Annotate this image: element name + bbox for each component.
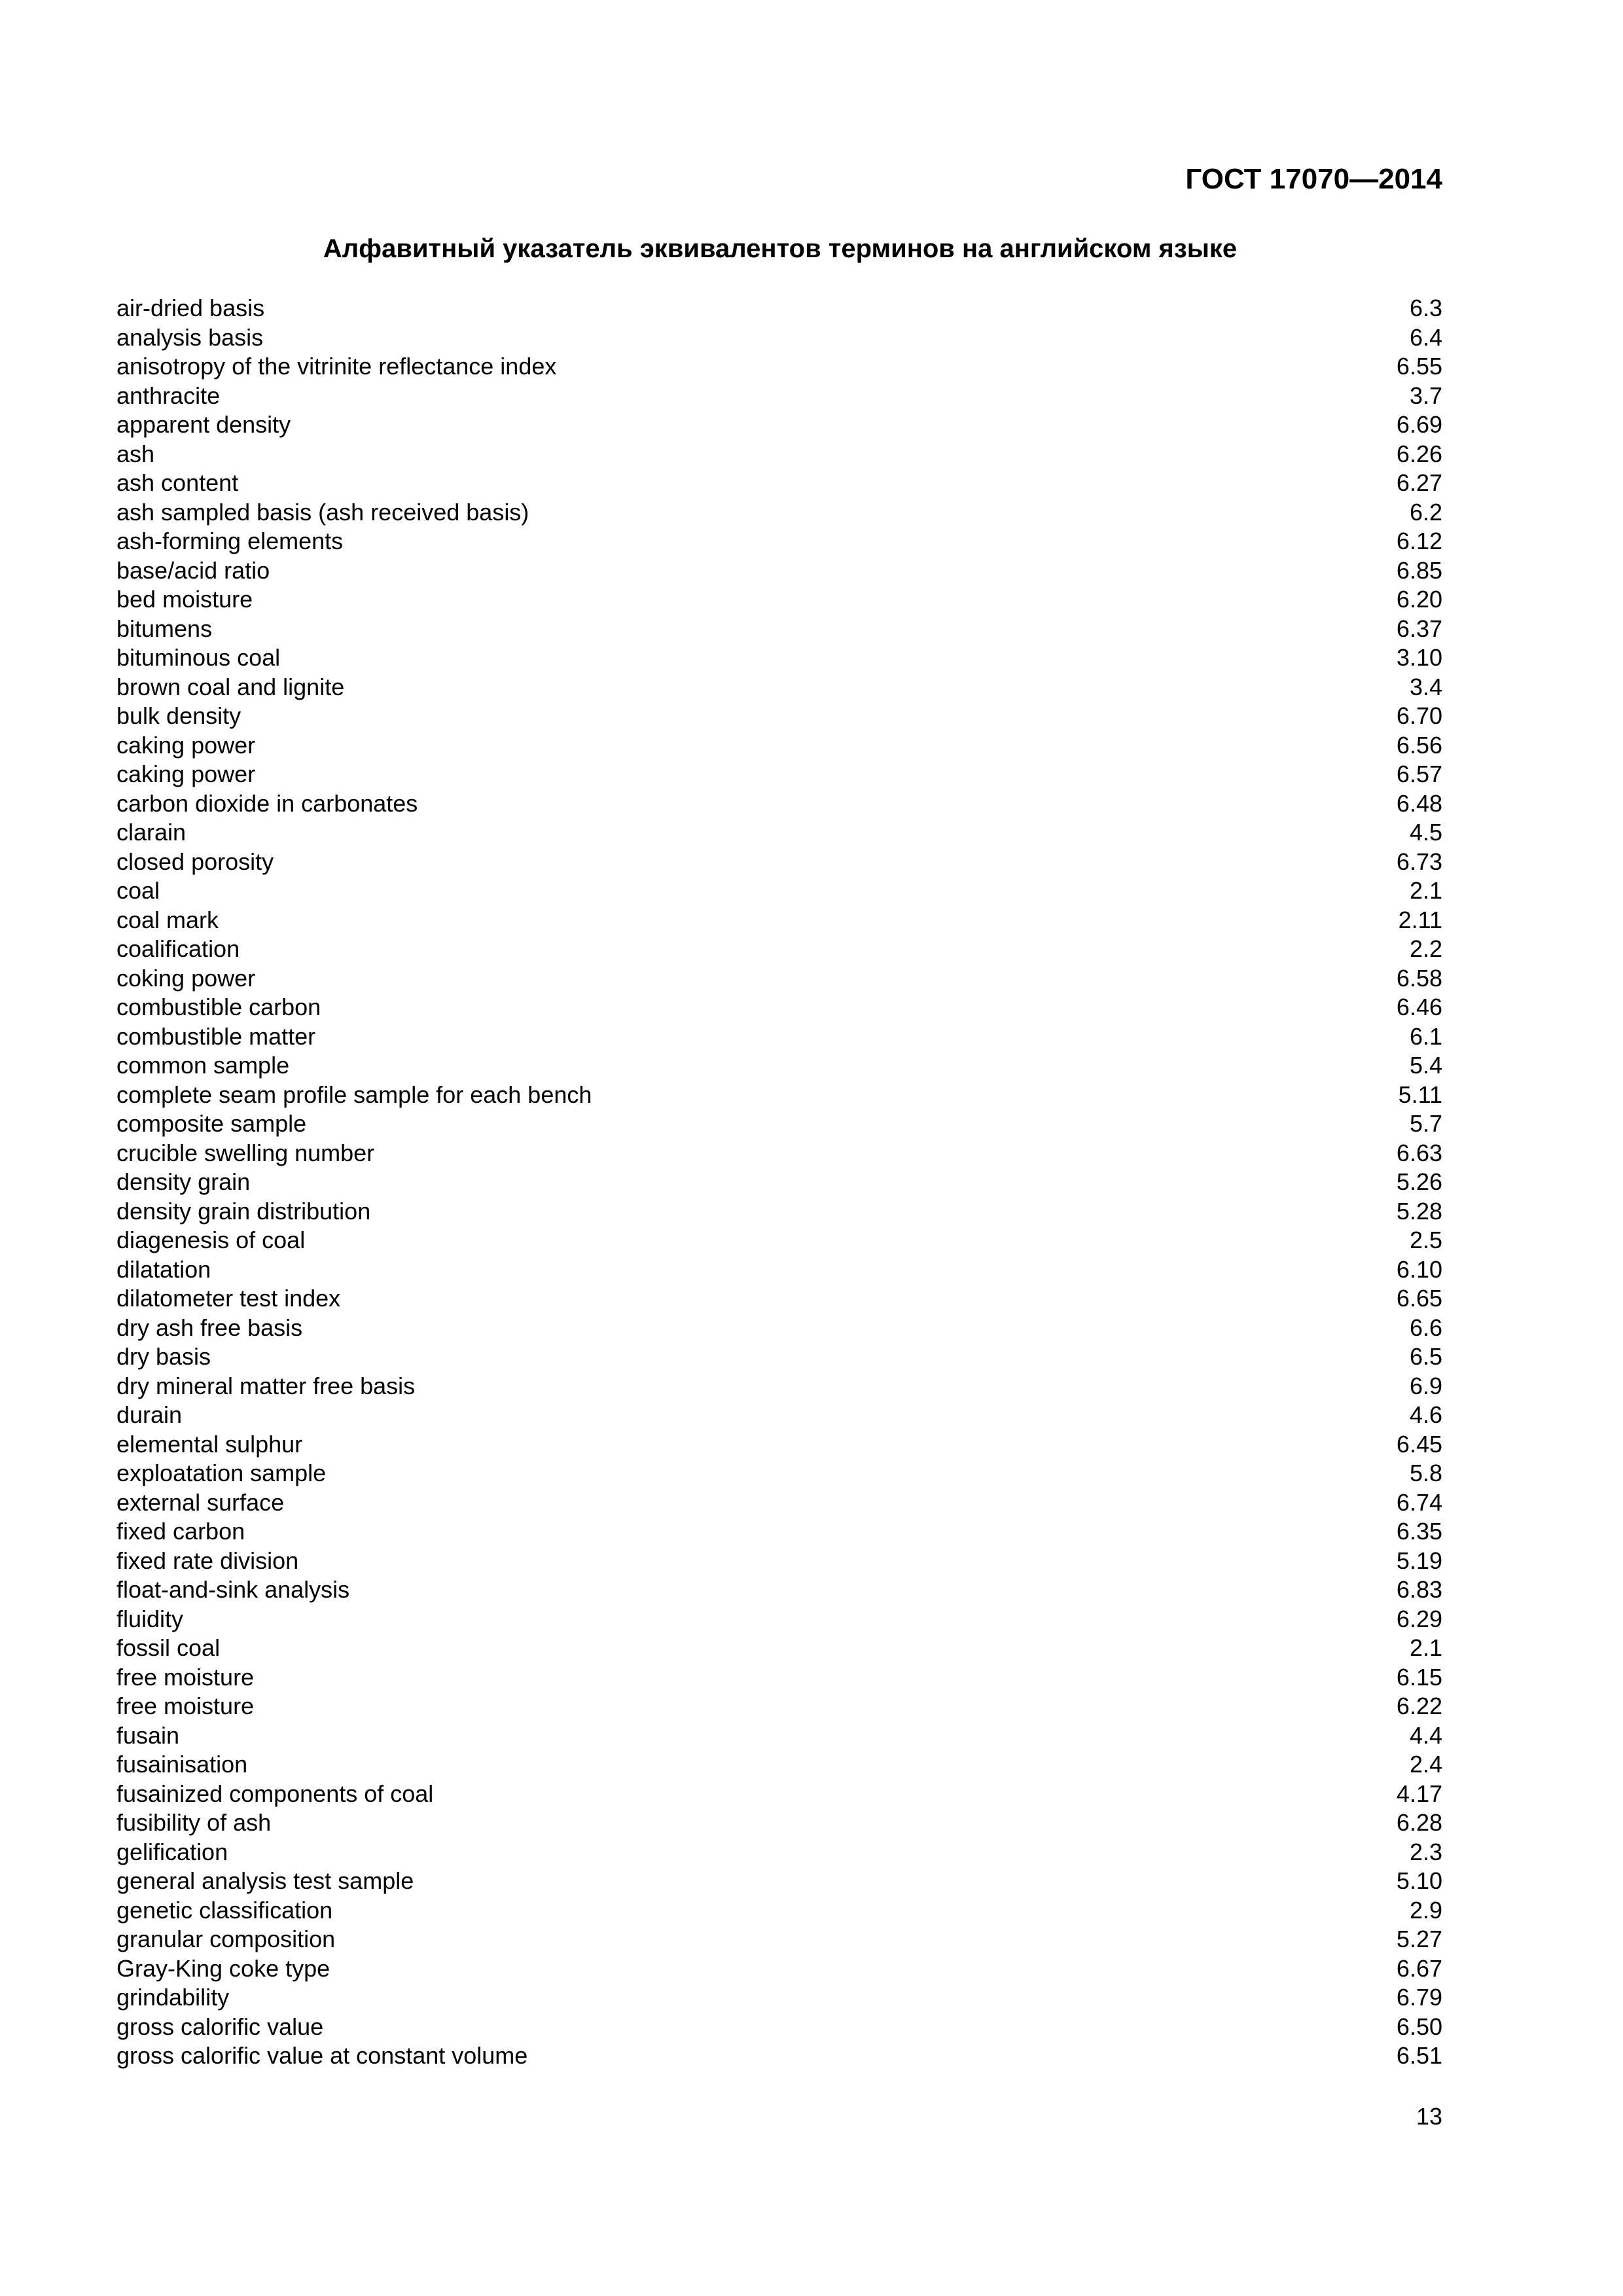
index-entry [116,294,1442,323]
index-entry [116,1226,1442,1255]
index-entry [116,1342,1442,1372]
index-term: anthracite [116,382,221,409]
index-term: coking power [116,964,256,992]
index-entry [116,1139,1442,1168]
index-term-reference: 6.74 [1396,1488,1442,1516]
index-entry [116,2041,1442,2071]
index-entry [116,906,1442,935]
index-term-reference: 5.10 [1396,1867,1442,1894]
index-term-reference: 3.4 [1409,673,1442,700]
index-entry [116,1517,1442,1547]
index-term-reference: 6.63 [1396,1139,1442,1166]
index-term-reference: 2.11 [1398,906,1442,933]
index-term-reference: 6.46 [1396,994,1442,1020]
index-term-reference: 6.4 [1409,323,1442,351]
index-term: fusainisation [116,1751,248,1778]
index-term: gross calorific value [116,2013,324,2040]
index-term-reference: 6.27 [1396,469,1442,496]
index-term: air-dried basis [116,295,265,321]
index-term: dilatation [116,1255,211,1283]
index-term-reference: 6.12 [1396,528,1442,554]
index-term-reference: 6.29 [1396,1605,1442,1632]
index-term: ash sampled basis (ash received basis) [116,498,529,526]
index-entry [116,1808,1442,1838]
index-term: fixed rate division [116,1547,299,1574]
index-entry [116,1605,1442,1634]
index-entry [116,1255,1442,1285]
index-term: ash content [116,469,239,496]
index-term: coalification [116,935,240,962]
index-term-reference: 6.15 [1396,1663,1442,1691]
index-entry [116,1081,1442,1110]
index-term-reference: 5.8 [1409,1460,1442,1486]
index-entry [116,1109,1442,1139]
index-term: grindability [116,1984,230,2011]
index-entry [116,1459,1442,1488]
index-entry [116,323,1442,353]
index-term-reference: 6.28 [1396,1809,1442,1836]
index-entry [116,1051,1442,1081]
index-entry [116,964,1442,994]
index-term: float-and-sink analysis [116,1576,350,1603]
index-entry [116,935,1442,964]
index-term-reference: 6.5 [1409,1343,1442,1370]
index-term-reference: 6.10 [1396,1255,1442,1283]
index-entry [116,1780,1442,1809]
index-term: fusain [116,1721,180,1749]
index-term-reference: 6.35 [1396,1518,1442,1545]
index-term-reference: 5.7 [1409,1110,1442,1137]
index-term-reference: 6.45 [1396,1430,1442,1458]
index-term: general analysis test sample [116,1867,414,1894]
index-term: apparent density [116,411,291,438]
index-term-reference: 6.1 [1409,1022,1442,1050]
index-term: external surface [116,1488,285,1516]
index-entry [116,1954,1442,1984]
index-term-reference: 6.70 [1396,702,1442,729]
index-entry [116,1692,1442,1721]
index-term-reference: 3.7 [1409,382,1442,409]
index-term-reference: 6.37 [1396,615,1442,642]
index-term: genetic classification [116,1896,333,1924]
index-term: Gray-King coke type [116,1954,330,1982]
index-term: combustible carbon [116,994,321,1020]
index-entry [116,993,1442,1022]
index-term-reference: 6.69 [1396,411,1442,438]
index-term-reference: 2.3 [1409,1838,1442,1865]
page-number: 13 [1416,2103,1442,2130]
index-term-reference: 5.28 [1396,1197,1442,1225]
index-entry [116,1284,1442,1314]
index-term: durain [116,1401,183,1428]
index-term-reference: 5.19 [1396,1547,1442,1574]
index-term-reference: 6.22 [1396,1693,1442,1719]
document-code: ГОСТ 17070—2014 [1185,163,1442,195]
index-entry [116,1896,1442,1926]
index-entry [116,410,1442,440]
index-term: dilatometer test index [116,1285,341,1312]
index-term-reference: 6.83 [1396,1576,1442,1603]
index-term: fusainized components of coal [116,1780,434,1807]
index-term: coal mark [116,906,219,933]
index-term: analysis basis [116,323,264,351]
index-entry [116,1925,1442,1954]
index-term-reference: 6.79 [1396,1984,1442,2011]
index-term-reference: 6.58 [1396,964,1442,992]
index-entry [116,2013,1442,2042]
index-term-reference: 6.9 [1409,1372,1442,1399]
index-entry [116,1575,1442,1605]
index-term: composite sample [116,1110,307,1137]
index-entry [116,1721,1442,1751]
index-term: caking power [116,731,256,759]
index-term: gross calorific value at constant volume [116,2042,528,2069]
index-term-reference: 2.1 [1409,1634,1442,1661]
index-term: dry ash free basis [116,1314,303,1341]
index-term: common sample [116,1052,290,1079]
index-entry [116,643,1442,673]
index-term-reference: 5.11 [1398,1081,1442,1108]
index-term-reference: 6.56 [1396,731,1442,759]
index-term: fossil coal [116,1634,221,1661]
index-term-reference: 6.55 [1396,353,1442,380]
index-entry [116,585,1442,615]
index-term: exploatation sample [116,1460,327,1486]
index-entry [116,848,1442,877]
index-entry [116,556,1442,586]
index-entry [116,527,1442,556]
index-term: fixed carbon [116,1518,245,1545]
index-term-reference: 5.26 [1396,1168,1442,1195]
index-term: base/acid ratio [116,556,270,584]
index-term-reference: 6.2 [1409,498,1442,526]
index-term-reference: 4.17 [1396,1780,1442,1807]
index-entry [116,352,1442,382]
index-term-reference: 4.5 [1409,819,1442,846]
index-term-reference: 6.3 [1409,295,1442,321]
index-entry [116,615,1442,644]
index-term-reference: 6.65 [1396,1285,1442,1312]
index-term-reference: 6.6 [1409,1314,1442,1341]
index-entry [116,1372,1442,1401]
index-term: complete seam profile sample for each bench [116,1081,592,1108]
index-entry [116,876,1442,906]
index-term: free moisture [116,1693,255,1719]
index-entry [116,1547,1442,1576]
index-term-reference: 5.4 [1409,1052,1442,1079]
index-term: crucible swelling number [116,1139,375,1166]
index-entry [116,382,1442,411]
index-term: combustible matter [116,1022,316,1050]
index-title: Алфавитный указатель эквивалентов терминов на английском языке [323,234,1238,263]
index-term-reference: 6.67 [1396,1954,1442,1982]
index-entry [116,498,1442,528]
index-term: elemental sulphur [116,1430,303,1458]
index-term: closed porosity [116,848,274,875]
index-term: dry basis [116,1343,211,1370]
index-term: fluidity [116,1605,184,1632]
index-entry [116,1430,1442,1460]
index-entry [116,1168,1442,1197]
index-term: bed moisture [116,586,253,613]
index-term-reference: 6.85 [1396,556,1442,584]
term-index-list [116,294,1442,2071]
index-term: density grain distribution [116,1197,371,1225]
index-term: brown coal and lignite [116,673,345,700]
index-term-reference: 6.73 [1396,848,1442,875]
index-term-reference: 6.51 [1396,2042,1442,2069]
index-entry [116,1750,1442,1780]
index-entry [116,1634,1442,1663]
index-term-reference: 2.1 [1409,877,1442,904]
index-entry [116,1314,1442,1343]
index-entry [116,1983,1442,2013]
index-term-reference: 4.6 [1409,1401,1442,1428]
index-entry [116,818,1442,848]
index-term-reference: 2.2 [1409,935,1442,962]
index-entry [116,1867,1442,1896]
index-term: dry mineral matter free basis [116,1372,416,1399]
index-term: caking power [116,761,256,787]
index-term: ash [116,440,155,467]
index-entry [116,673,1442,702]
index-term-reference: 6.48 [1396,789,1442,817]
index-term-reference: 2.5 [1409,1227,1442,1253]
index-entry [116,731,1442,761]
index-term: gelification [116,1838,228,1865]
index-entry [116,1022,1442,1052]
index-term-reference: 6.26 [1396,440,1442,467]
index-entry [116,1197,1442,1227]
index-term: clarain [116,819,187,846]
index-term: fusibility of ash [116,1809,272,1836]
index-term: density grain [116,1168,251,1195]
index-entry [116,469,1442,498]
index-term: granular composition [116,1926,336,1952]
index-term-reference: 6.57 [1396,761,1442,787]
index-entry [116,1663,1442,1693]
index-entry [116,1488,1442,1518]
index-term: bituminous coal [116,644,281,671]
index-term-reference: 6.50 [1396,2013,1442,2040]
index-term: bitumens [116,615,213,642]
index-term: bulk density [116,702,241,729]
index-term-reference: 2.9 [1409,1896,1442,1924]
index-entry [116,1838,1442,1867]
index-entry [116,789,1442,819]
index-term: free moisture [116,1663,255,1691]
index-term-reference: 5.27 [1396,1926,1442,1952]
index-entry [116,440,1442,469]
index-term: coal [116,877,160,904]
index-term-reference: 6.20 [1396,586,1442,613]
index-term: carbon dioxide in carbonates [116,789,418,817]
index-entry [116,1401,1442,1430]
index-entry [116,760,1442,789]
index-term-reference: 3.10 [1396,644,1442,671]
index-term: diagenesis of coal [116,1227,306,1253]
index-term-reference: 2.4 [1409,1751,1442,1778]
index-term-reference: 4.4 [1409,1721,1442,1749]
index-term: anisotropy of the vitrinite reflectance index [116,353,557,380]
index-term: ash-forming elements [116,528,344,554]
index-entry [116,702,1442,731]
